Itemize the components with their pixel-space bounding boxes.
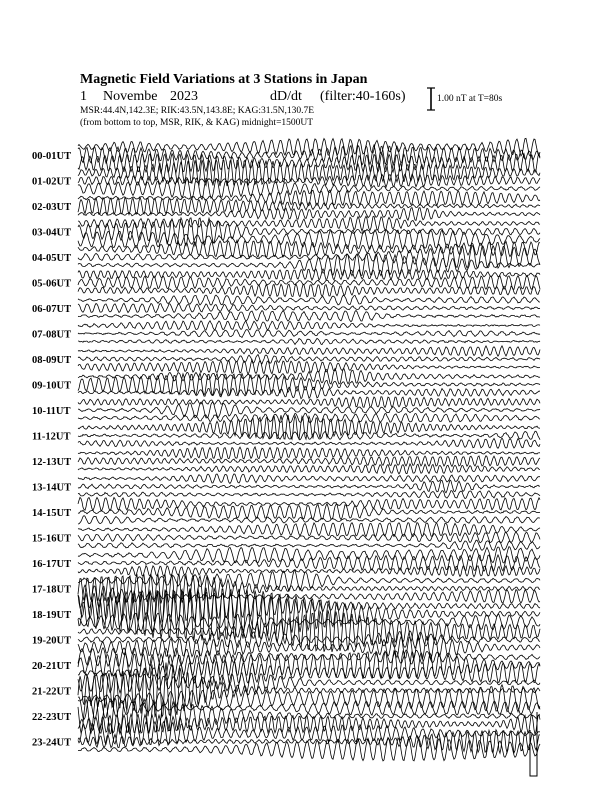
scale-label: 1.00 nT at T=80s	[437, 94, 503, 104]
scale-bar	[427, 88, 435, 110]
hour-label: 19-20UT	[32, 635, 72, 647]
hour-label: 21-22UT	[32, 686, 72, 698]
trace-rik	[78, 303, 540, 312]
hour-label: 15-16UT	[32, 533, 72, 545]
trace-rik	[78, 532, 540, 543]
trace-rik	[78, 355, 540, 364]
hour-label: 14-15UT	[32, 508, 72, 519]
hour-label: 08-09UT	[32, 355, 72, 366]
chart-title: Magnetic Field Variations at 3 Stations in Japan	[80, 72, 368, 87]
date-month: Novembe	[103, 89, 158, 104]
trace-kag	[78, 295, 540, 305]
trace-rik	[78, 174, 540, 187]
hour-label: 07-08UT	[32, 329, 72, 341]
trace-msr	[78, 254, 540, 276]
component-label: dD/dt	[270, 89, 302, 104]
trace-msr	[78, 516, 540, 524]
trace-kag	[78, 497, 540, 510]
trace-kag	[78, 216, 540, 231]
trace-msr	[78, 284, 540, 297]
hour-label: 10-11UT	[32, 406, 71, 417]
trace-msr	[78, 338, 540, 344]
trace-rik	[78, 330, 540, 338]
trace-kag	[78, 269, 540, 280]
hour-label: 06-07UT	[32, 304, 72, 315]
trace-kag	[78, 571, 540, 591]
order-line: (from bottom to top, MSR, RIK, & KAG) midnight=1500UT	[80, 118, 314, 128]
trace-msr	[78, 662, 540, 686]
hour-label: 18-19UT	[32, 610, 72, 621]
hour-label: 11-12UT	[32, 431, 71, 443]
trace-kag	[78, 346, 540, 356]
trace-msr	[78, 208, 540, 221]
trace-kag	[78, 474, 540, 484]
hour-label: 01-02UT	[32, 176, 72, 188]
trace-rik	[78, 276, 540, 290]
date-day: 1	[80, 89, 87, 104]
date-year: 2023	[170, 89, 198, 104]
trace-msr	[78, 491, 540, 499]
trace-rik	[78, 246, 540, 269]
stations-line: MSR:44.4N,142.3E; RIK:43.5N,143.8E; KAG:31.5N,130.7E	[80, 106, 315, 116]
trace-kag	[78, 321, 540, 330]
trace-kag	[78, 647, 540, 666]
hour-label: 03-04UT	[32, 227, 72, 239]
hour-label: 12-13UT	[32, 457, 72, 468]
trace-msr	[78, 438, 540, 448]
hour-label: 17-18UT	[32, 584, 72, 596]
hour-label: 16-17UT	[32, 559, 72, 570]
trace-rik	[78, 431, 540, 439]
hour-label: 23-24UT	[32, 737, 72, 749]
hour-label: 00-01UT	[32, 151, 72, 162]
trace-msr	[78, 386, 540, 398]
filter-label: (filter:40-160s)	[320, 89, 406, 104]
trace-msr	[78, 566, 540, 577]
hour-label: 20-21UT	[32, 661, 72, 672]
hour-label: 04-05UT	[32, 253, 72, 264]
trace-rik	[78, 504, 540, 520]
hour-label: 02-03UT	[32, 202, 72, 213]
hour-label: 05-06UT	[32, 278, 72, 290]
trace-msr	[78, 464, 540, 474]
hour-label: 22-23UT	[32, 712, 72, 723]
trace-rik	[78, 456, 540, 467]
hour-label: 09-10UT	[32, 380, 72, 392]
hour-label: 13-14UT	[32, 482, 72, 494]
trace-kag	[78, 447, 540, 459]
